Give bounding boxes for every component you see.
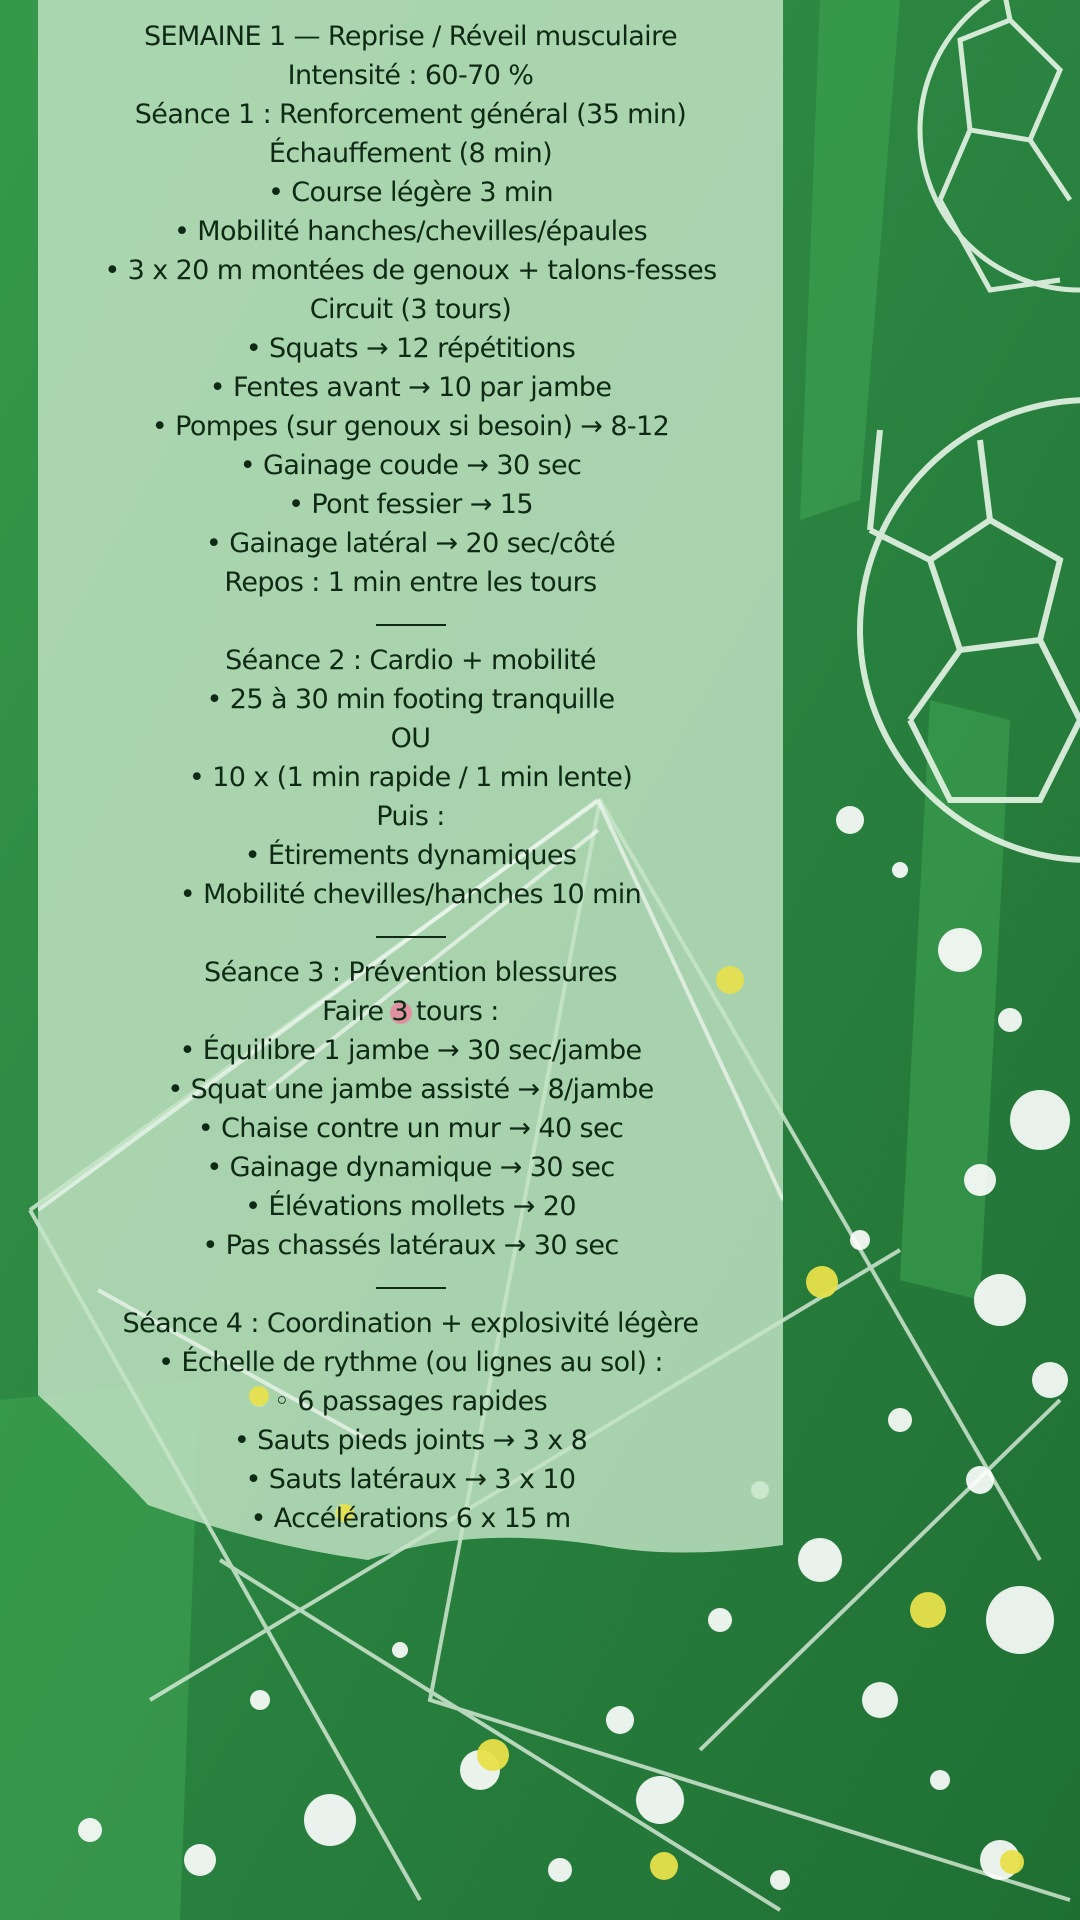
list-item: • Gainage dynamique → 30 sec <box>206 1152 615 1183</box>
list-item: • Fentes avant → 10 par jambe <box>209 372 612 403</box>
list-item: • 25 à 30 min footing tranquille <box>206 684 615 715</box>
list-item: • Sauts pieds joints → 3 x 8 <box>233 1425 588 1456</box>
list-item: • Mobilité hanches/chevilles/épaules <box>173 216 648 247</box>
session-2-title: Séance 2 : Cardio + mobilité <box>225 645 596 676</box>
list-item: • Chaise contre un mur → 40 sec <box>197 1113 624 1144</box>
list-item: • Pompes (sur genoux si besoin) → 8-12 <box>151 411 670 442</box>
list-item: • Élévations mollets → 20 <box>245 1191 576 1222</box>
section-divider <box>38 1265 783 1304</box>
or-line: OU <box>390 723 431 754</box>
week-title: SEMAINE 1 — Reprise / Réveil musculaire <box>144 21 677 52</box>
list-item: • Gainage latéral → 20 sec/côté <box>205 528 616 559</box>
list-item: • 10 x (1 min rapide / 1 min lente) <box>188 762 633 793</box>
session-1-title: Séance 1 : Renforcement général (35 min) <box>134 99 687 130</box>
session-4-title: Séance 4 : Coordination + explosivité légère <box>122 1308 699 1339</box>
rounds-line: Faire 3 tours : <box>322 996 499 1027</box>
sub-list-item: ◦ 6 passages rapides <box>273 1386 548 1417</box>
list-item: • Équilibre 1 jambe → 30 sec/jambe <box>179 1035 642 1066</box>
session-3-title: Séance 3 : Prévention blessures <box>204 957 617 988</box>
list-item: • Squat une jambe assisté → 8/jambe <box>167 1074 654 1105</box>
intensity-line: Intensité : 60-70 % <box>287 60 534 91</box>
section-divider <box>38 602 783 641</box>
list-item: • Pas chassés latéraux → 30 sec <box>202 1230 619 1261</box>
rest-line: Repos : 1 min entre les tours <box>224 567 597 598</box>
list-item: • Étirements dynamiques <box>244 840 577 871</box>
circuit-title: Circuit (3 tours) <box>309 294 512 325</box>
list-item: • Sauts latéraux → 3 x 10 <box>245 1464 576 1495</box>
list-item: • 3 x 20 m montées de genoux + talons-fesses <box>104 255 717 286</box>
list-item: • Mobilité chevilles/hanches 10 min <box>179 879 642 910</box>
training-program <box>38 17 783 1538</box>
then-line: Puis : <box>376 801 445 832</box>
list-item: • Échelle de rythme (ou lignes au sol) : <box>158 1347 663 1378</box>
list-item: • Squats → 12 répétitions <box>245 333 576 364</box>
list-item: • Gainage coude → 30 sec <box>239 450 582 481</box>
warmup-title: Échauffement (8 min) <box>268 138 553 169</box>
list-item: • Course légère 3 min <box>268 177 553 208</box>
list-item: • Pont fessier → 15 <box>288 489 533 520</box>
section-divider <box>38 914 783 953</box>
list-item: • Accélérations 6 x 15 m <box>250 1503 571 1534</box>
